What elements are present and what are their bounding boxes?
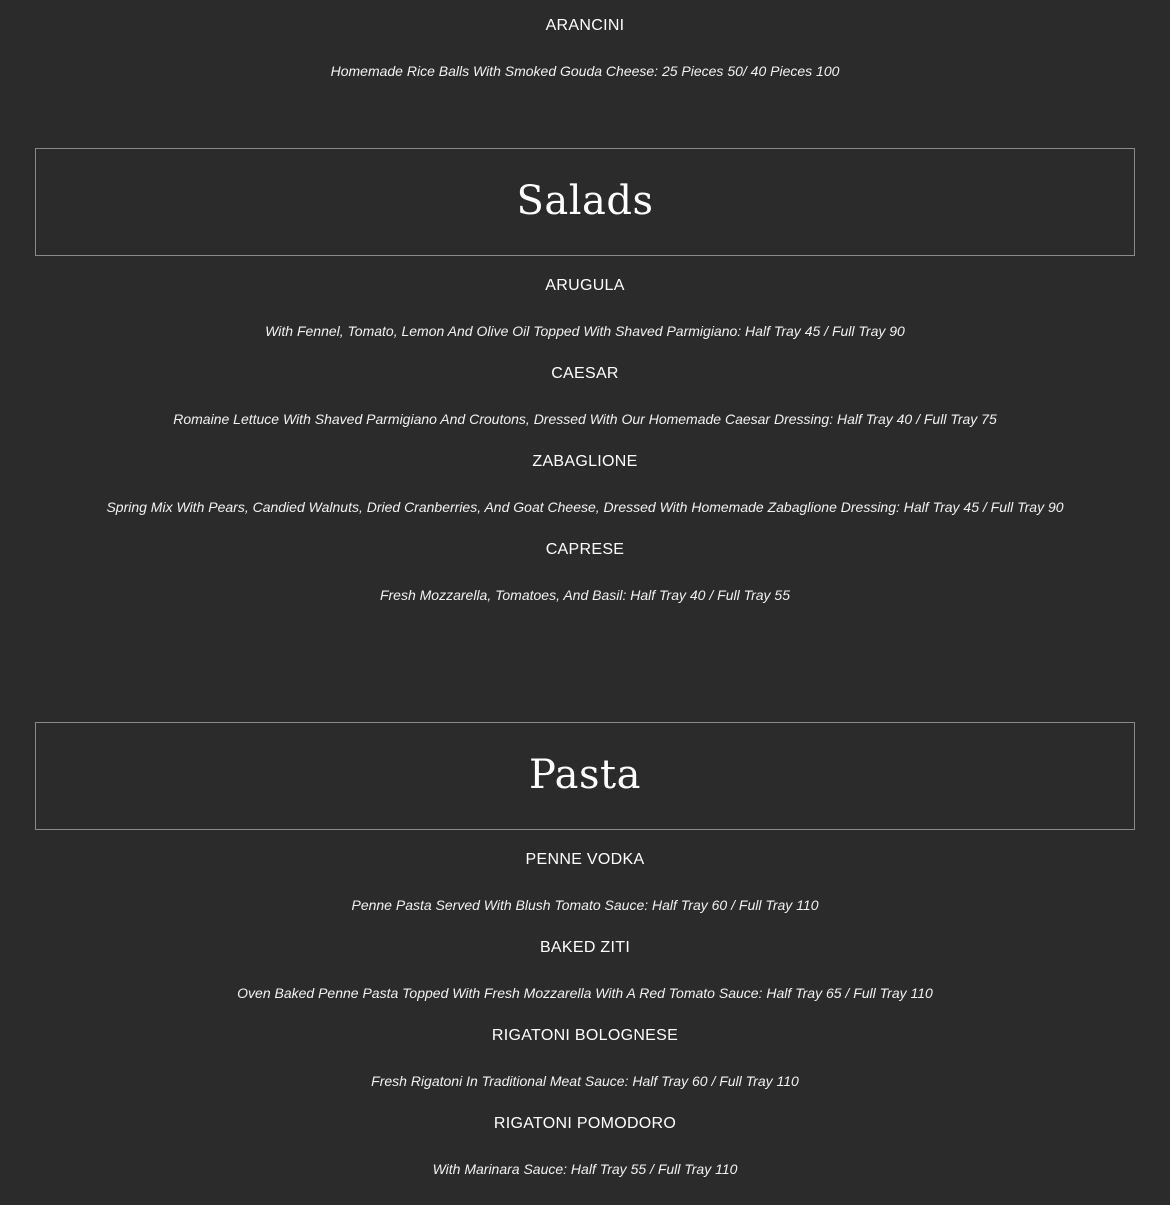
menu-item-desc-penne-vodka: Penne Pasta Served With Blush Tomato Sauce: Half Tray 60 / Full Tray 110 [351,897,819,913]
menu-item-name-rigatoni-pomodoro: RIGATONI POMODORO [493,1115,677,1132]
menu-item-desc-caesar: Romaine Lettuce With Shaved Parmigiano And Croutons, Dressed With Our Homemade Caesar Dressing: Half Tray 40 / Full Tray 75 [173,411,997,427]
section-title-pasta: Pasta [529,752,641,798]
menu-item-name-arugula: ARUGULA [545,277,625,294]
section-title-salads: Salads [516,178,654,224]
menu-item-desc-rigatoni-pomodoro: With Marinara Sauce: Half Tray 55 / Full Tray 110 [432,1161,738,1177]
menu-item-name-baked-ziti: BAKED ZITI [539,939,631,956]
menu-item-desc-rigatoni-bolognese: Fresh Rigatoni In Traditional Meat Sauce: Half Tray 60 / Full Tray 110 [371,1073,799,1089]
menu-item-name-penne-vodka: PENNE VODKA [525,851,645,868]
menu-item-desc-caprese: Fresh Mozzarella, Tomatoes, And Basil: Half Tray 40 / Full Tray 55 [379,587,791,603]
menu-item-name-rigatoni-bolognese: RIGATONI BOLOGNESE [491,1027,679,1044]
section-header-pasta [35,722,1135,830]
section-header-salads [35,148,1135,256]
menu-item-name-caesar: CAESAR [551,365,619,382]
menu-item-desc-arancini: Homemade Rice Balls With Smoked Gouda Cheese: 25 Pieces 50/ 40 Pieces 100 [330,63,840,79]
menu-item-desc-zabaglione: Spring Mix With Pears, Candied Walnuts, Dried Cranberries, And Goat Cheese, Dressed With Homemade Zabaglione Dressing: Half Tray 45 / Full Tray 90 [106,499,1064,515]
menu-item-name-arancini: ARANCINI [545,17,625,34]
menu-item-name-zabaglione: ZABAGLIONE [532,453,638,470]
menu-item-desc-baked-ziti: Oven Baked Penne Pasta Topped With Fresh Mozzarella With A Red Tomato Sauce: Half Tray 65 / Full Tray 110 [237,985,933,1001]
menu-item-desc-arugula: With Fennel, Tomato, Lemon And Olive Oil Topped With Shaved Parmigiano: Half Tray 45 / Full Tray 90 [265,323,905,339]
menu-item-name-caprese: CAPRESE [545,541,625,558]
